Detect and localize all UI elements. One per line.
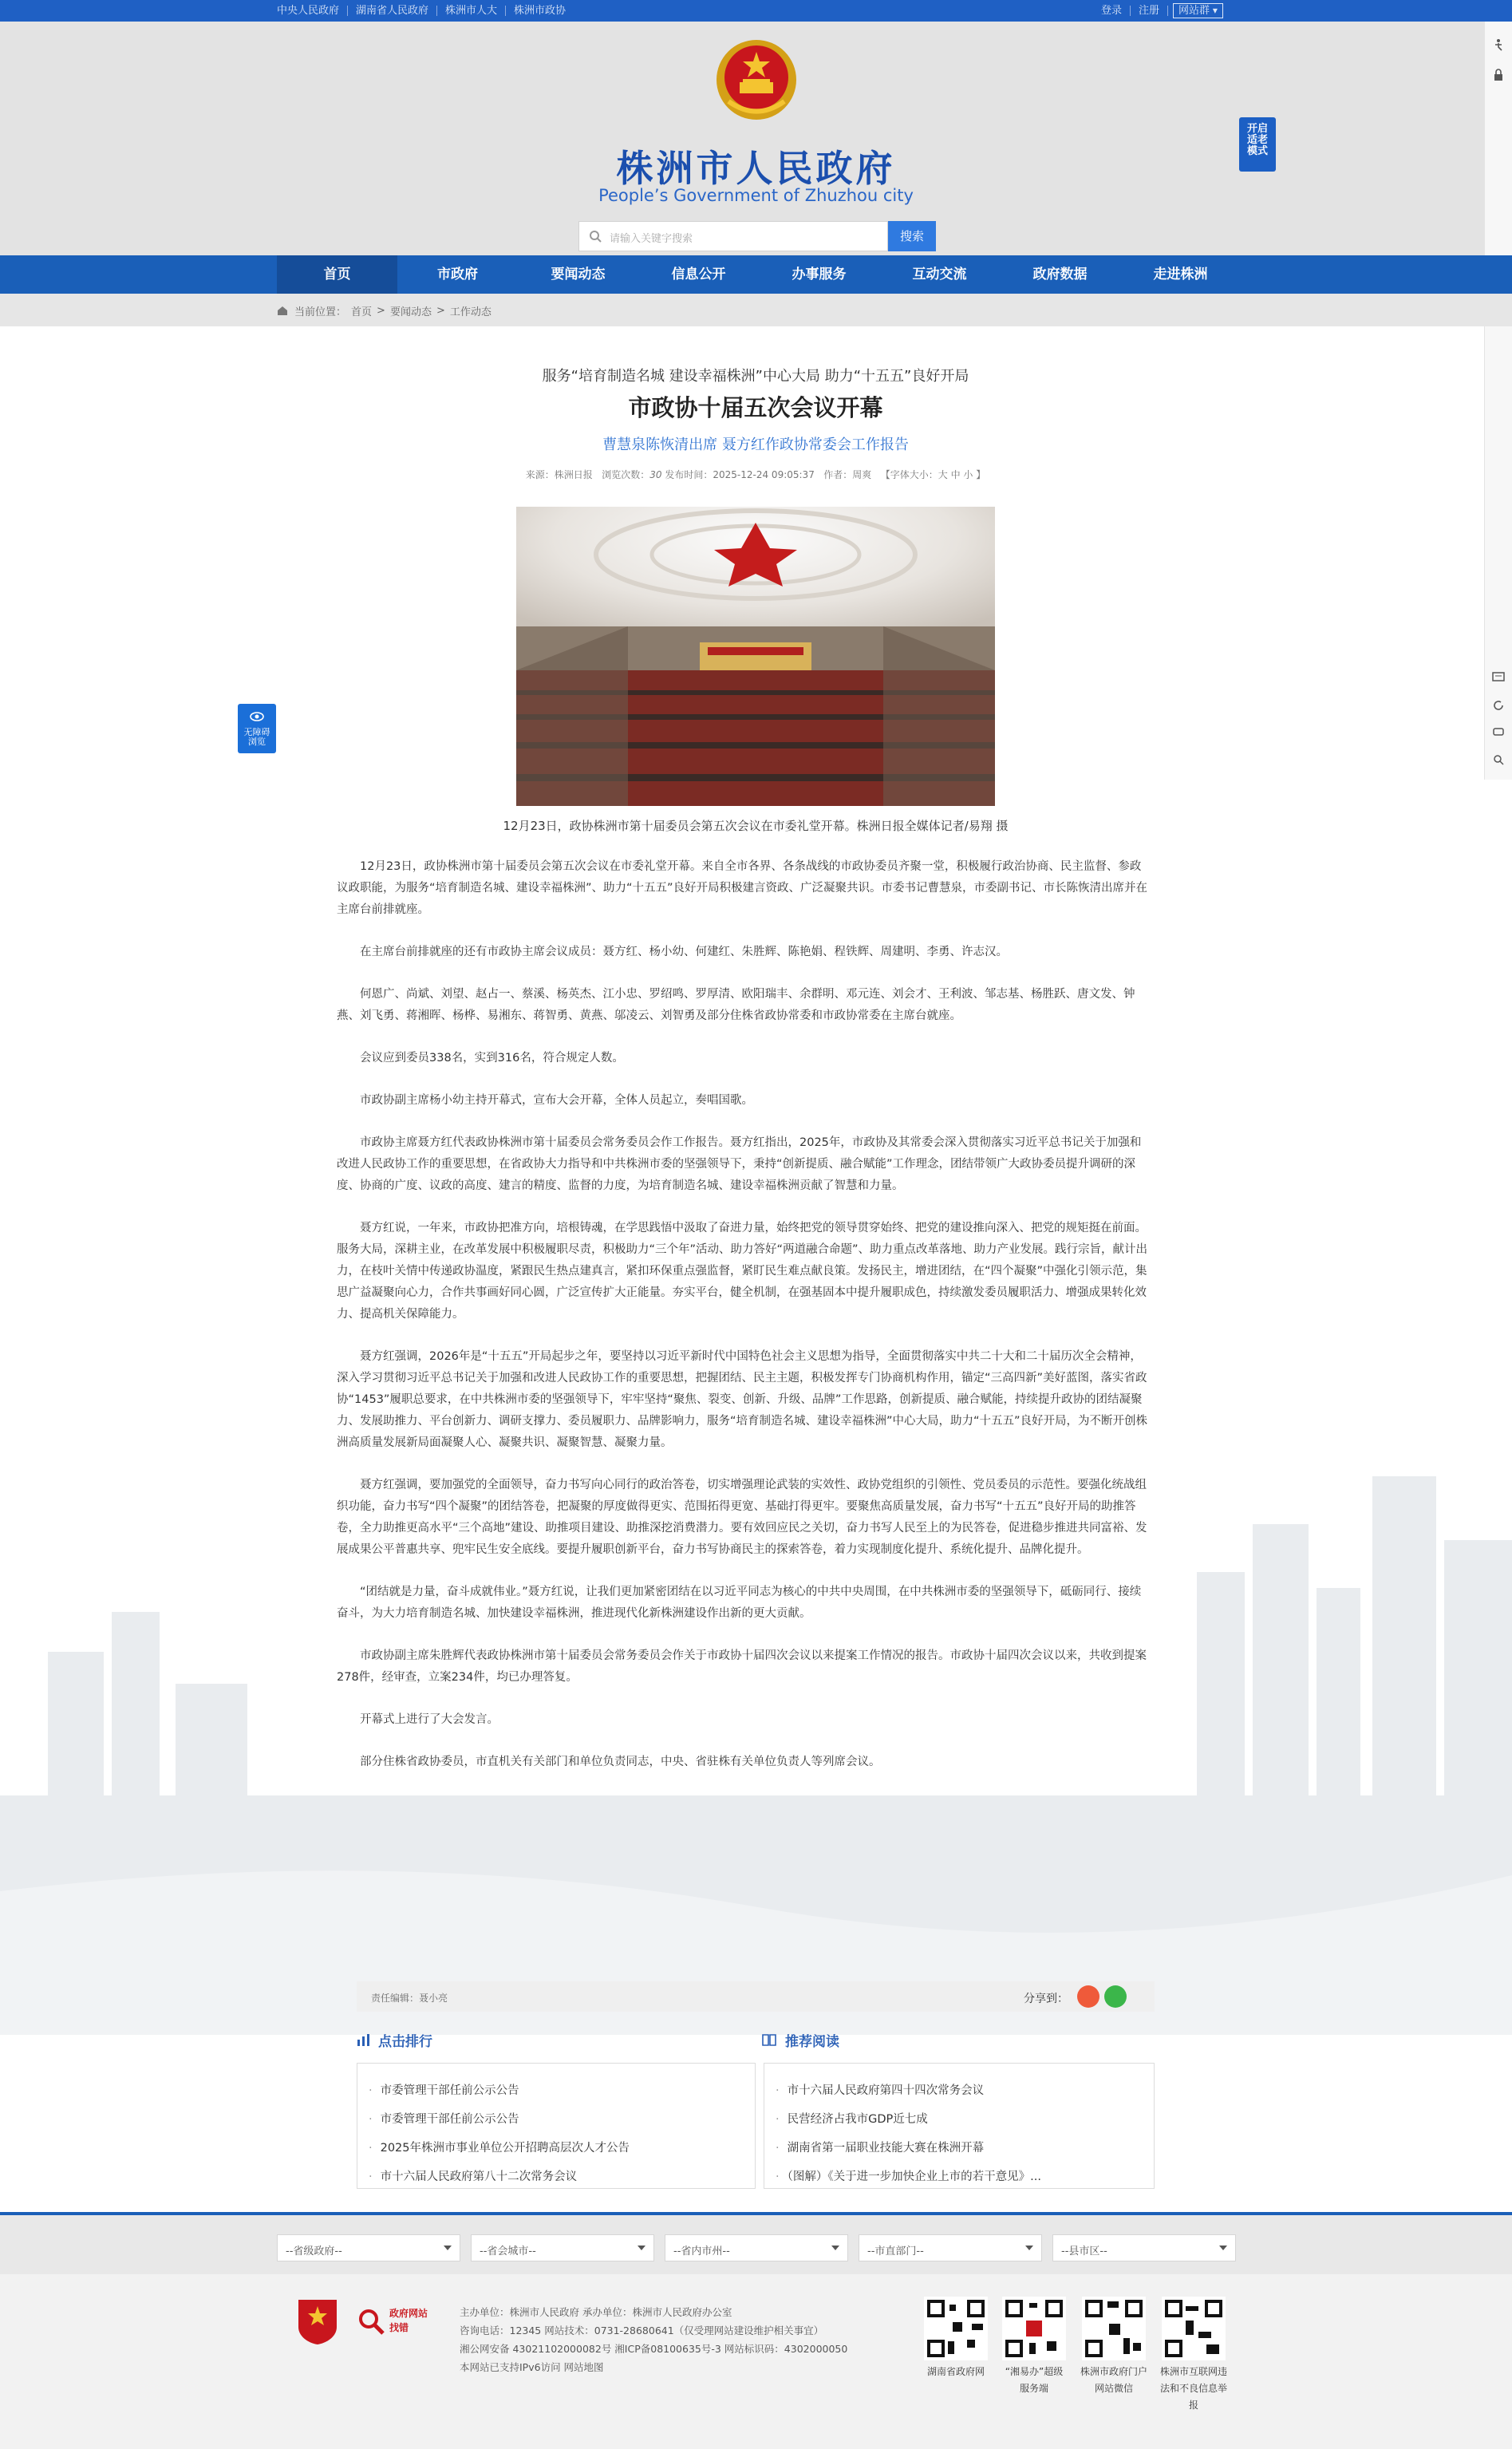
meta-published: 发布时间：2025-12-24 09:05:37 [665,469,815,480]
paragraph: 会议应到委员338名，实到316名，符合规定人数。 [360,1052,624,1065]
paragraph: 聂方红强调，要加强党的全面领导，奋力书写向心同行的政治答卷，切实增强理论武装的实效性、政协党组织的引领性、党员委员的示范性。要强化统战组织功能，奋力书写“四个凝聚”的团结答卷，把凝聚的厚度做得更实、范围拓得更宽、基础打得更牢。要聚焦高质量发展，奋力书写“十五五”良好开局的助推答卷，全力助推更高水平“三个高地”建设、助推项目建设、助推深挖消费潜力。要有效回应民之关切，奋力书写人民至上的为民答卷，促进稳步推进共同富裕、发展成果公平普惠共享、兜牢民生安全底线。要提升履职创新平台，奋力书写协商民主的探索答卷，着力实现制度化提升、系统化提升、品牌化提升。 [337,1479,1147,1556]
qr-label: 株洲市互联网违法和不良信息举报 [1160,2366,1228,2411]
qr-label: 湖南省政府网 [926,2366,985,2377]
top-links [277,0,574,22]
paragraph: 市政协副主席杨小幼主持开幕式，宣布大会开幕，全体人员起立，奏唱国歌。 [360,1094,753,1107]
article-meta [277,468,1234,481]
paragraph: 聂方红说，一年来，市政协把准方向，培根铸魂，在学思践悟中汲取了奋进力量，始终把党的领导贯穿始终、把党的建设推向深入、把党的规矩挺在前面。服务大局，深耕主业，在改革发展中积极履职尽责，积极助力“三个年”活动、助力答好“两道融合命题”、助力重点改革落地、助力产业发展。践行宗旨，献计出力，在枝叶关情中传递政协温度，紧跟民生热点建真言，紧扣环保重点强监督，紧盯民生难点献良策。发扬民主，增进团结，在“四个凝聚”中强化引领示范，集思广益凝聚向心力，合作共事画好同心圆，广泛宣传扩大正能量。夯实平台，健全机制，在强基固本中提升履职成色，持续激发委员履职活力、增强成果转化效力、提高机关保障能力。 [337,1222,1148,1321]
barrier-free-label: 无障碍浏览 [243,727,270,747]
top-link[interactable]: 湖南省人民政府 [348,6,437,16]
nav-item-news[interactable]: 要闻动态 [551,267,606,282]
rankings-title: 点击排行 [378,2034,432,2050]
top-link[interactable]: 中央人民政府 [277,6,348,16]
divider [1167,6,1168,16]
recommend-item[interactable]: · 湖南省第一届职业技能大赛在株洲开幕 [776,2139,984,2155]
keyboard-icon[interactable] [1491,670,1506,684]
paragraph: 开幕式上进行了大会发言。 [360,1713,499,1726]
magnifier-icon [357,2308,385,2335]
breadcrumb-item[interactable]: 要闻动态 [389,306,432,318]
breadcrumb-separator: > [377,305,385,317]
breadcrumb-item[interactable]: 首页 [351,306,373,318]
bar-chart-icon [357,2033,371,2046]
meeting-photo [516,507,995,806]
font-size-switch[interactable]: 【字体大小：大 中 小 】 [880,469,986,480]
article-subtitle: 曹慧泉陈恢清出席 聂方红作政协常委会工作报告 [602,436,909,453]
chevron-down-icon [831,2246,839,2250]
rankings-item[interactable]: · 2025年株洲市事业单位公开招聘高层次人才公告 [369,2139,630,2155]
paragraph: 聂方红强调，2026年是“十五五”开局起步之年，要坚持以习近平新时代中国特色社会主义思想为指导，全面贯彻落实中共二十大和二十届历次全会精神，深入学习贯彻习近平总书记关于加强和改进人民政协工作的重要思想，把握团结、民主主题，积极发挥专门协商机构作用，锚定“三高四新”美好蓝图，落实省政协“1453”履职总要求，在中共株洲市委的坚强领导下，牢牢坚持“聚焦、裂变、创新、升级、品牌”工作思路，创新提质、融合赋能，持续提升政协的团结凝聚力、发展助推力、平台创新力、调研支撑力、委员履职力、品牌影响力，服务“培育制造名城、建设幸福株洲”中心大局，助力“十五五”良好开局，为不断开创株洲高质量发展新局面凝聚人心、凝聚共识、凝聚智慧、凝聚力量。 [337,1350,1148,1449]
chevron-down-icon [638,2246,645,2250]
search-input[interactable] [578,221,888,251]
recommend-item[interactable]: · 民营经济占我市GDP近七成 [776,2110,928,2127]
qr-label: 株洲市政府门户网站微信 [1080,2366,1148,2394]
chevron-down-icon [1025,2246,1033,2250]
lock-icon[interactable] [1491,68,1506,82]
select-value: --市直部门-- [867,2246,924,2257]
rankings-item[interactable]: · 市委管理干部任前公示公告 [369,2081,519,2098]
top-bar [0,0,1512,22]
chevron-down-icon [444,2246,452,2250]
nav-item-about[interactable]: 走进株洲 [1153,267,1208,282]
select-departments[interactable] [859,2234,1042,2261]
paragraph: 在主席台前排就座的还有市政协主席会议成员：聂方红、杨小幼、何建红、朱胜辉、陈艳娟、程铁辉、周建明、李勇、许志汉。 [360,946,1008,958]
error-finder-label: 政府网站找错 [389,2308,428,2333]
wechat-share-icon[interactable] [1104,1985,1127,2008]
refresh-icon[interactable] [1491,698,1506,713]
photo-caption: 12月23日，政协株洲市第十届委员会第五次会议在市委礼堂开幕。株洲日报全媒体记者/易翔 摄 [503,819,1009,833]
nav-item-home[interactable]: 首页 [277,255,397,294]
article-title: 市政协十届五次会议开幕 [628,394,883,421]
select-counties[interactable] [1052,2234,1236,2261]
chat-icon[interactable] [1491,725,1506,740]
site-footer [0,2274,1512,2449]
site-title-en: People’s Government of Zhuzhou city [598,186,914,205]
meta-source: 来源：株洲日报 [525,469,593,480]
barrier-free-button[interactable] [238,704,276,753]
meta-views: 30 [649,469,662,480]
article-body [337,856,1151,1794]
recommend-item[interactable]: · 市十六届人民政府第四十四次常务会议 [776,2081,984,2098]
share-label: 分享到： [1024,1993,1068,2005]
error-finder-badge[interactable] [357,2303,431,2343]
site-group-dropdown[interactable]: 网站群 ▾ [1173,3,1223,18]
rankings-list [357,2063,756,2189]
nav-item-interaction[interactable]: 互动交流 [912,267,967,282]
nav-item-government[interactable]: 市政府 [437,267,478,282]
login-link[interactable]: 登录 [1101,5,1123,17]
chevron-down-icon [1219,2246,1227,2250]
footer-contact: 咨询电话：12345 网站技术：0731-28680641（仅受理网站建设维护相关事宜） [460,2325,824,2336]
national-emblem-icon [713,38,800,122]
top-link[interactable]: 株洲市人大 [437,6,506,16]
accessibility-icon[interactable] [1491,38,1506,52]
search-placeholder: 请输入关键字搜索 [610,233,693,245]
nav-item-disclosure[interactable]: 信息公开 [671,267,726,282]
article-pretitle: 服务“培育制造名城 建设幸福株洲”中心大局 助力“十五五”良好开局 [542,368,969,385]
qr-code-icon [1162,2297,1226,2360]
main-nav [0,255,1512,294]
breadcrumb-bar [0,294,1512,326]
site-header [0,22,1512,255]
rankings-item[interactable]: · 市十六届人民政府第八十二次常务会议 [369,2167,577,2184]
rankings-item[interactable]: · 市委管理干部任前公示公告 [369,2110,519,2127]
zoom-icon[interactable] [1491,752,1506,767]
breadcrumb [277,303,496,318]
paragraph: 市政协主席聂方红代表政协株洲市第十届委员会常务委员会作工作报告。聂方红指出，2025年，市政协及其常委会深入贯彻落实习近平总书记关于加强和改进人民政协工作的重要思想，在省政协大力指导和中共株洲市委的坚强领导下，秉持“创新提质、融合赋能”工作理念，团结带领广大政协委员提升调研的深度、协商的广度、议政的高度、建言的精度、监督的力度，为培育制造名城、建设幸福株洲贡献了智慧和力量。 [337,1136,1142,1192]
editor-share-bar [357,1981,1155,2012]
weibo-share-icon[interactable] [1077,1985,1099,2008]
top-link[interactable]: 株洲市政协 [514,5,567,17]
party-gov-badge-icon[interactable] [295,2297,340,2346]
qr-code-icon [924,2297,988,2360]
breadcrumb-separator: > [436,305,445,317]
qr-code-icon [1002,2297,1066,2360]
book-icon [762,2033,776,2046]
breadcrumb-label: 当前位置： [294,306,347,318]
select-value: --省级政府-- [286,2246,342,2257]
select-provincial-capitals[interactable] [471,2234,654,2261]
recommend-title: 推荐阅读 [785,2034,839,2050]
footer-record[interactable]: 湘公网安备 43021102000082号 湘ICP备08100635号-3 网站标识码：4302000050 [460,2343,848,2355]
search-icon [589,230,602,243]
footer-info [460,2303,847,2376]
footer-ipv6[interactable]: 本网站已支持IPv6访问 网站地图 [460,2361,604,2373]
site-links-bar [0,2212,1512,2274]
register-link[interactable]: 注册 [1139,5,1160,17]
eye-icon [249,709,265,725]
paragraph: 12月23日，政协株洲市第十届委员会第五次会议在市委礼堂开幕。来自全市各界、各条战线的市政协委员齐聚一堂，积极履行政治协商、民主监督、参政议政职能，为服务“培育制造名城、建设幸福株洲”、助力“十五五”良好开局积极建言资政、广泛凝聚共识。市委书记曹慧泉，市委副书记、市长陈恢清出席并在主席台前排就座。 [337,860,1148,916]
qr-code-icon [1082,2297,1146,2360]
select-value: --省会城市-- [480,2246,536,2257]
paragraph: “团结就是力量，奋斗成就伟业。”聂方红说，让我们更加紧密团结在以习近平同志为核心的中共中央周围，在中共株洲市委的坚强领导下，砥砺同行、接续奋斗，为大力培育制造名城、加快建设幸福株洲，推进现代化新株洲建设作出新的更大贡献。 [337,1586,1142,1620]
site-title: 株洲市人民政府 [616,147,896,190]
meta-author: 作者：周爽 [823,469,872,480]
elder-mode-button[interactable] [1239,117,1276,172]
editor-name: 责任编辑：聂小亮 [371,1993,448,2004]
footer-sponsor: 主办单位：株洲市人民政府 承办单位：株洲市人民政府办公室 [460,2306,732,2318]
accessibility-sidebar [1484,22,1512,780]
search-button[interactable]: 搜索 [888,221,936,251]
nav-item-services[interactable]: 办事服务 [792,267,847,282]
user-links [1093,0,1223,22]
select-value: --县市区-- [1061,2246,1107,2257]
qr-label: “湘易办”超级服务端 [1005,2366,1064,2394]
breadcrumb-item[interactable]: 工作动态 [449,306,491,318]
meta-views-label: 浏览次数： [602,469,650,480]
paragraph: 部分住株省政协委员，市直机关有关部门和单位负责同志，中央、省驻株有关单位负责人等列席会议。 [360,1756,881,1768]
recommend-list [764,2063,1155,2189]
select-province-gov[interactable] [277,2234,460,2261]
select-value: --省内市州-- [673,2246,730,2257]
site-group-label: 网站群 [1178,5,1210,17]
paragraph: 市政协副主席朱胜辉代表政协株洲市第十届委员会常务委员会作关于市政协十届四次会议以来提案工作情况的报告。市政协十届四次会议以来，共收到提案278件，经审查，立案234件，均已办理答复。 [337,1649,1147,1684]
paragraph: 何恩广、尚斌、刘望、赵占一、蔡溪、杨英杰、江小忠、罗绍鸣、罗厚清、欧阳瑞丰、余群明、邓元连、刘会才、王利波、邹志基、杨胜跃、唐文发、钟燕、刘飞勇、蒋湘晖、杨桦、易湘东、蒋智勇、黄燕、邬凌云、刘智勇及部分住株省政协常委和市政协常委在主席台就座。 [337,988,1135,1022]
elder-mode-label: 开启适老模式 [1247,123,1269,157]
select-cities[interactable] [665,2234,848,2261]
recommend-item[interactable]: · （图解）《关于进一步加快企业上市的若干意见》... [776,2167,1041,2184]
home-icon [277,306,288,316]
nav-item-data[interactable]: 政府数据 [1032,267,1088,282]
